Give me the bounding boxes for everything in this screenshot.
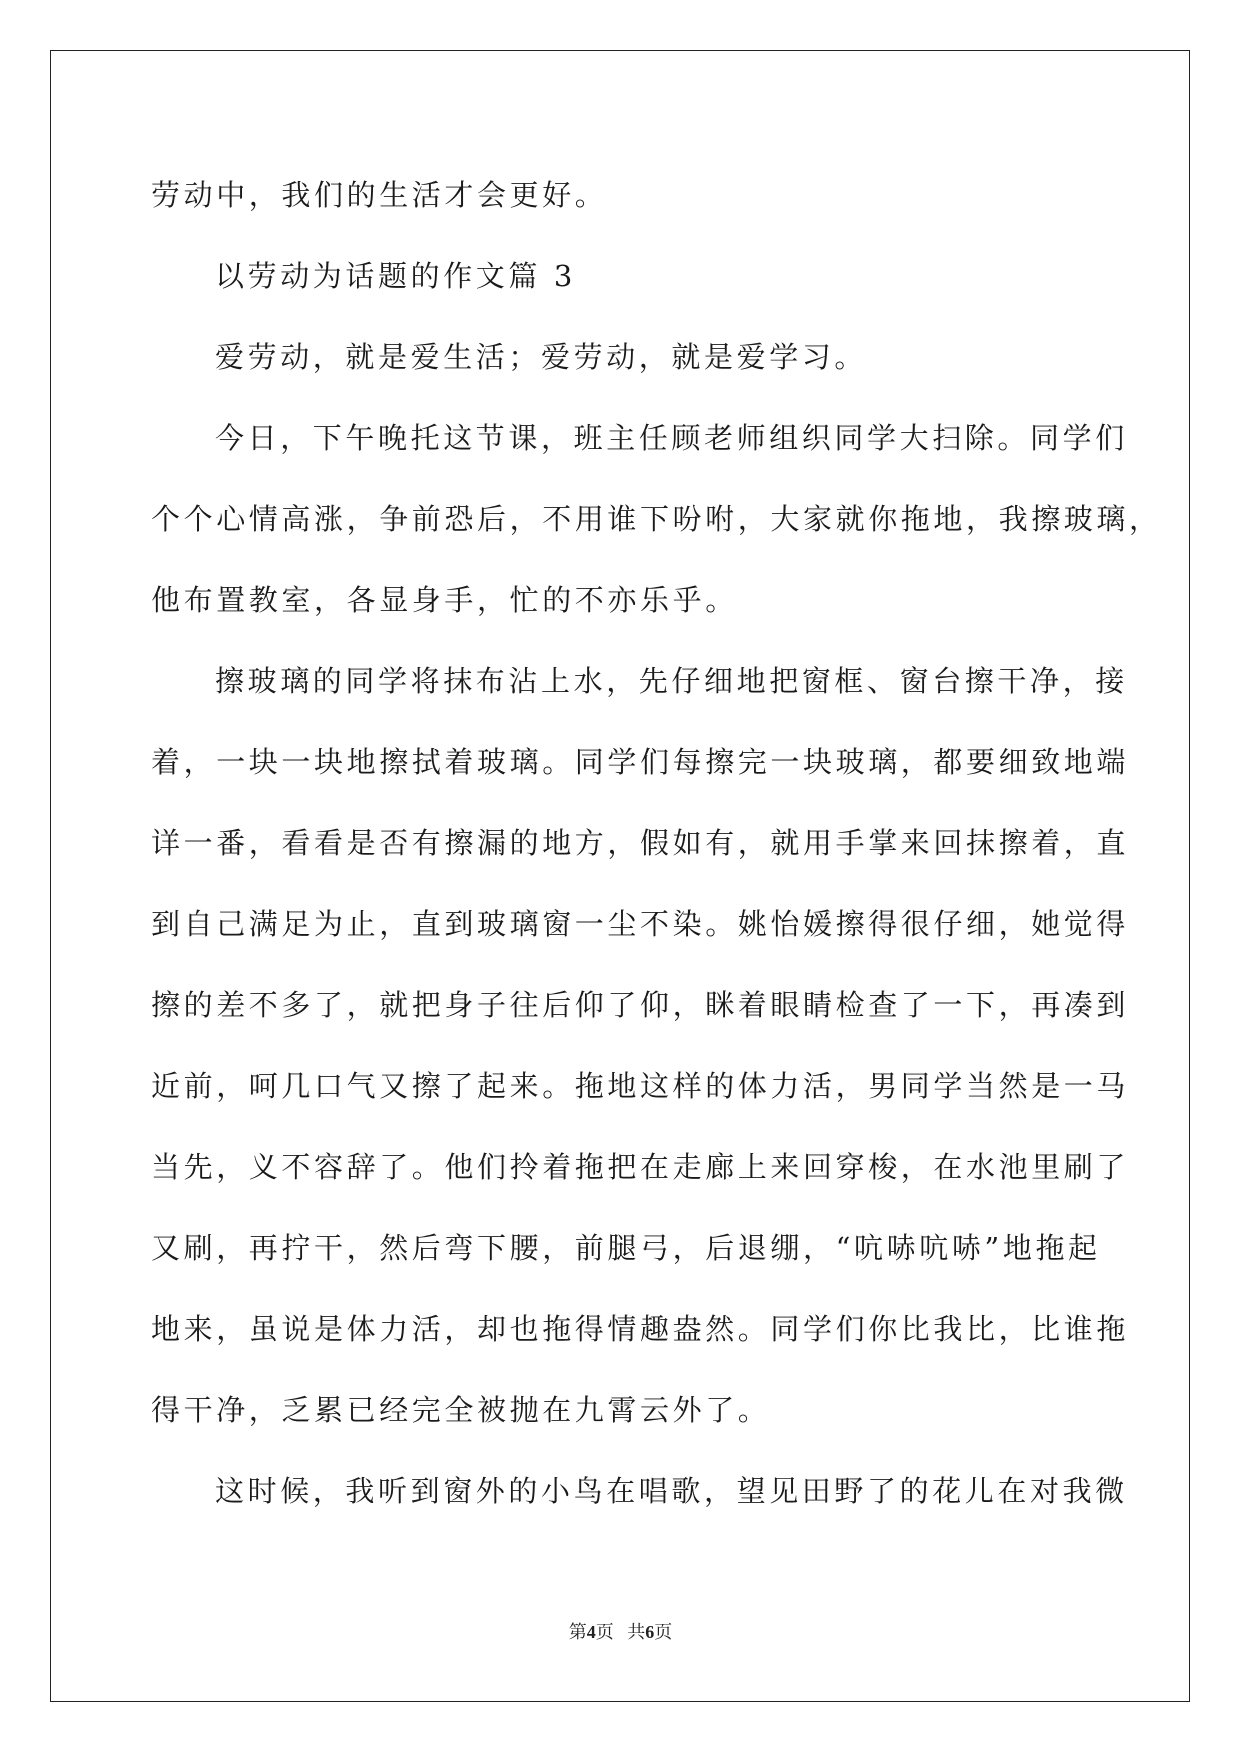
footer-total-suffix: 页 <box>654 1622 673 1642</box>
text-line: 个个心情高涨，争前恐后，不用谁下吩咐，大家就你拖地，我擦玻璃， <box>151 502 1162 536</box>
current-page-number: 4 <box>586 1622 596 1642</box>
text-line: 他布置教室，各显身手，忙的不亦乐乎。 <box>151 583 738 617</box>
text-line: 擦的差不多了，就把身子往后仰了仰，眯着眼睛检查了一下，再凑到 <box>151 988 1130 1022</box>
text-line: 今日，下午晚托这节课，班主任顾老师组织同学大扫除。同学们 <box>215 421 1128 455</box>
footer-prefix: 第 <box>568 1622 587 1642</box>
document-body <box>151 155 1162 1532</box>
text-line: 当先，义不容辞了。他们拎着拖把在走廊上来回穿梭，在水池里刷了 <box>151 1150 1130 1184</box>
text-line: 到自己满足为止，直到玻璃窗一尘不染。姚怡媛擦得很仔细，她觉得 <box>151 907 1130 941</box>
footer-page-word: 页 <box>595 1622 614 1642</box>
text-line: 爱劳动，就是爱生活；爱劳动，就是爱学习。 <box>215 340 868 374</box>
text-line: 地来，虽说是体力活，却也拖得情趣盎然。同学们你比我比，比谁拖 <box>151 1312 1130 1346</box>
text-line: 擦玻璃的同学将抹布沾上水，先仔细地把窗框、窗台擦干净，接 <box>215 664 1128 698</box>
text-line: 详一番，看看是否有擦漏的地方，假如有，就用手掌来回抹擦着，直 <box>151 826 1130 860</box>
total-page-number: 6 <box>645 1622 655 1642</box>
text-line: 这时候，我听到窗外的小鸟在唱歌，望见田野了的花儿在对我微 <box>215 1474 1128 1508</box>
text-line: 着，一块一块地擦拭着玻璃。同学们每擦完一块玻璃，都要细致地端 <box>151 745 1130 779</box>
text-line: 劳动中，我们的生活才会更好。 <box>151 178 608 212</box>
text-line: 以劳动为话题的作文篇 3 <box>215 259 576 293</box>
text-line: 又刷，再拧干，然后弯下腰，前腿弓，后退绷，“吭哧吭哧”地拖起 <box>151 1231 1101 1265</box>
text-line: 得干净，乏累已经完全被抛在九霄云外了。 <box>151 1393 771 1427</box>
text-line: 近前，呵几口气又擦了起来。拖地这样的体力活，男同学当然是一马 <box>151 1069 1130 1103</box>
page-number-footer <box>0 1618 1241 1644</box>
footer-total-prefix: 共 <box>627 1622 646 1642</box>
